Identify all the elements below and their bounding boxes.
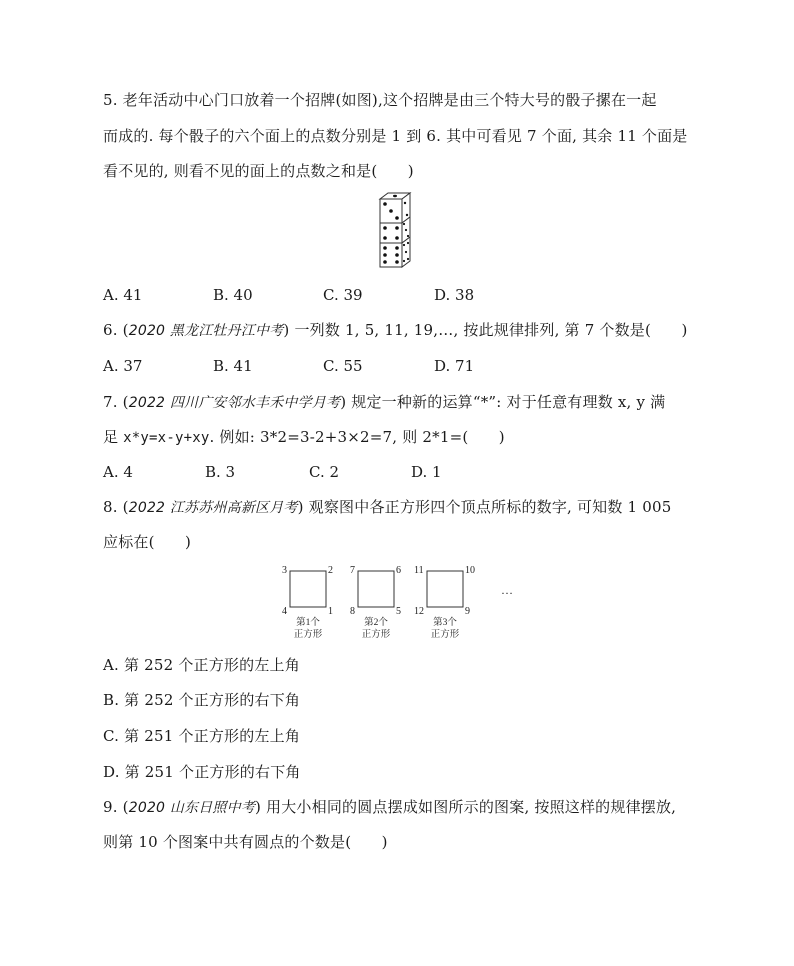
q5-option-a[interactable]: A. 41 <box>103 286 143 304</box>
square-3-top-left-label: 11 <box>414 565 424 576</box>
q7-stem: ) 规定一种新的运算“*”: 对于任意有理数 x, y 满 <box>340 393 666 411</box>
square-2 <box>358 571 394 607</box>
square-2-bottom-right-label: 5 <box>396 606 401 617</box>
square-2-top-right-label: 6 <box>396 565 401 576</box>
q9-source: 2020 山东日照中考 <box>128 800 256 816</box>
q7-option-d[interactable]: D. 1 <box>411 463 442 481</box>
square-1-bottom-right-label: 1 <box>328 606 333 617</box>
q7-line2-b: . 例如: 3*2=3-2+3×2=7, 则 2*1=( ) <box>209 428 505 446</box>
q6-option-d[interactable]: D. 71 <box>434 357 475 375</box>
q6-text <box>103 320 688 341</box>
q5-text-line2: 而成的. 每个骰子的六个面上的点数分别是 1 到 6. 其中可看见 7 个面, 其余 11 个面是 <box>103 127 688 145</box>
q7-number: 7. ( <box>103 393 129 411</box>
q8-text-line1 <box>103 497 672 518</box>
q6-options <box>103 356 703 376</box>
square-2-bottom-left-label: 8 <box>350 606 355 617</box>
q7-option-b[interactable]: B. 3 <box>205 463 236 481</box>
square-3-bottom-left-label: 12 <box>414 606 424 617</box>
square-1-caption-line2: 正方形 <box>293 630 323 640</box>
q7-source: 2022 四川广安邻水丰禾中学月考 <box>128 395 341 411</box>
q7-text-line1 <box>103 392 665 413</box>
q6-option-b[interactable]: B. 41 <box>213 357 253 375</box>
q6-option-a[interactable]: A. 37 <box>103 357 143 375</box>
q5-options <box>103 285 703 305</box>
q6-stem: ) 一列数 1, 5, 11, 19,…, 按此规律排列, 第 7 个数是( ) <box>283 321 688 339</box>
q5-text-line1: 5. 老年活动中心门口放着一个招牌(如图),这个招牌是由三个特大号的骰子摞在一起 <box>103 91 657 109</box>
square-3-top-right-label: 10 <box>465 565 475 576</box>
q8-option-b[interactable]: B. 第 252 个正方形的右下角 <box>103 691 301 709</box>
square-3-caption-line2: 正方形 <box>430 630 460 640</box>
squares-figure <box>280 562 520 644</box>
q8-option-c[interactable]: C. 第 251 个正方形的左上角 <box>103 727 301 745</box>
q9-number: 9. ( <box>103 798 129 816</box>
q7-options <box>103 462 703 482</box>
q5-option-d[interactable]: D. 38 <box>434 286 475 304</box>
square-2-caption-line1: 第2个 <box>364 618 388 628</box>
square-3 <box>427 571 463 607</box>
square-1-top-left-label: 3 <box>282 565 287 576</box>
square-2-top-left-label: 7 <box>350 565 355 576</box>
q8-text-line2: 应标在( ) <box>103 533 192 551</box>
stacked-dice-figure <box>374 191 424 271</box>
square-1-bottom-left-label: 4 <box>282 606 287 617</box>
q7-formula: x*y=x-y+xy <box>123 430 210 446</box>
q8-source: 2022 江苏苏州高新区月考 <box>128 500 298 516</box>
q7-option-a[interactable]: A. 4 <box>103 463 133 481</box>
square-1 <box>290 571 326 607</box>
q8-number: 8. ( <box>103 498 129 516</box>
q7-option-c[interactable]: C. 2 <box>309 463 340 481</box>
square-1-caption-line1: 第1个 <box>296 618 320 628</box>
square-3-caption-line1: 第3个 <box>433 618 457 628</box>
q8-option-a[interactable]: A. 第 252 个正方形的左上角 <box>103 656 300 674</box>
q7-line2-a: 足 <box>103 428 124 446</box>
q5-option-c[interactable]: C. 39 <box>323 286 363 304</box>
q6-option-c[interactable]: C. 55 <box>323 357 363 375</box>
q7-text-line2 <box>103 427 505 448</box>
squares-ellipsis: … <box>501 583 513 597</box>
q8-option-d[interactable]: D. 第 251 个正方形的右下角 <box>103 763 301 781</box>
square-3-bottom-right-label: 9 <box>465 606 470 617</box>
square-2-caption-line2: 正方形 <box>361 630 391 640</box>
q8-stem: ) 观察图中各正方形四个顶点所标的数字, 可知数 1 005 <box>297 498 672 516</box>
q9-text-line1 <box>103 797 676 818</box>
q5-text-line3: 看不见的, 则看不见的面上的点数之和是( ) <box>103 162 414 180</box>
q9-stem: ) 用大小相同的圆点摆成如图所示的图案, 按照这样的规律摆放, <box>255 798 677 816</box>
q6-number: 6. ( <box>103 321 129 339</box>
q9-text-line2: 则第 10 个图案中共有圆点的个数是( ) <box>103 833 388 851</box>
q5-option-b[interactable]: B. 40 <box>213 286 253 304</box>
q6-source: 2020 黑龙江牡丹江中考 <box>128 323 284 339</box>
square-1-top-right-label: 2 <box>328 565 333 576</box>
